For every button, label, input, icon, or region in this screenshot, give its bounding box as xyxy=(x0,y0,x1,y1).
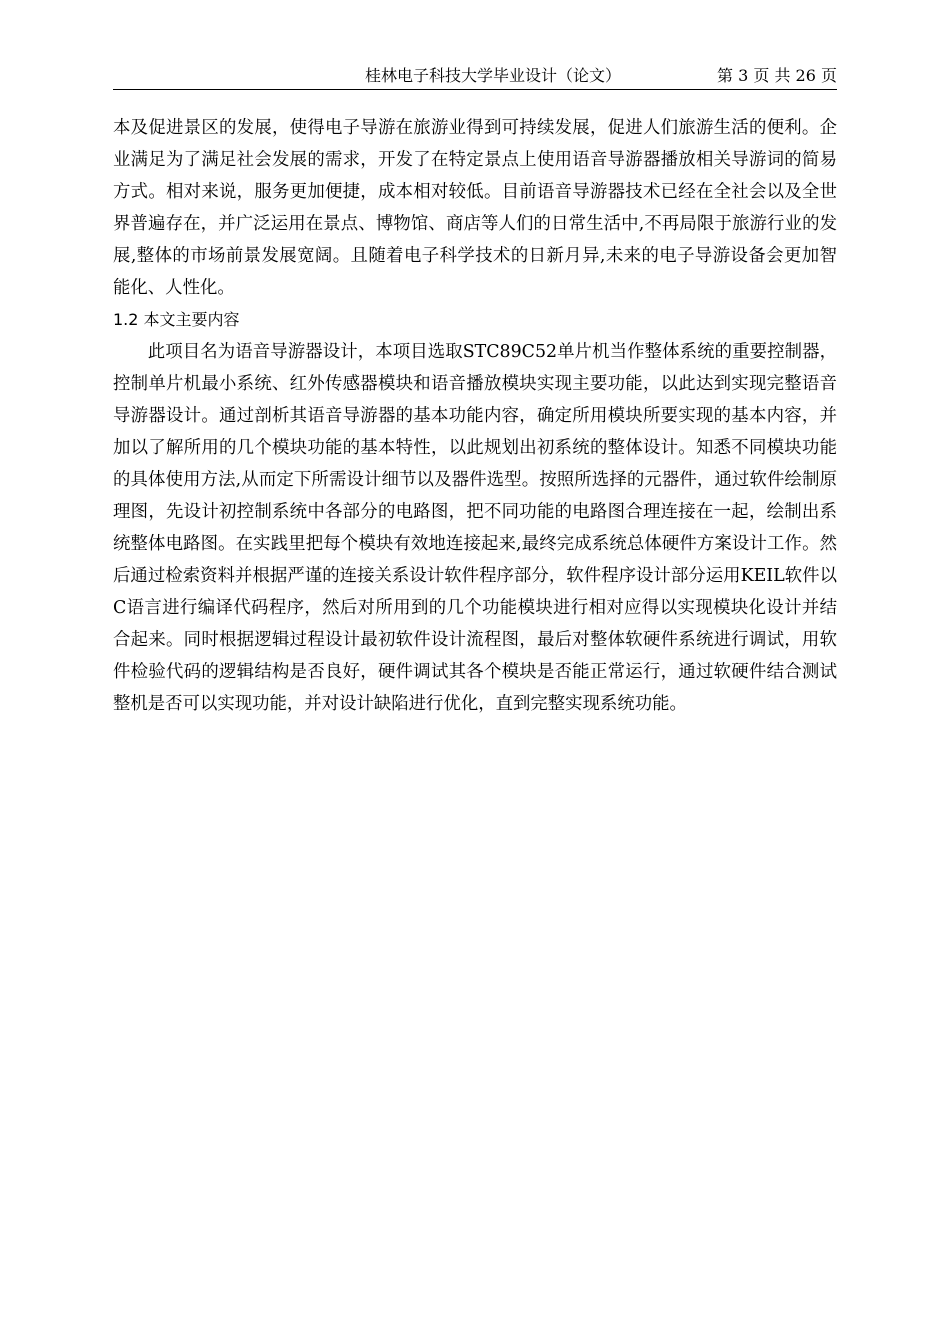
section-heading: 1.2 本文主要内容 xyxy=(113,310,240,329)
paragraph-intro-continued: 本及促进景区的发展，使得电子导游在旅游业得到可持续发展，促进人们旅游生活的便利。企业满足为了满足社会发展的需求，开发了在特定景点上使用语音导游器播放相关导游词的简易方式。相对来说，服务更加便捷，成本相对较低。目前语音导游器技术已经在全社会以及全世界普遍存在，并广泛运用在景点、博物馆、商店等人们的日常生活中,不再局限于旅游行业的发展,整体的市场前景发展宽阔。且随着电子科学技术的日新月异,未来的电子导游设备会更加智能化、人性化。 xyxy=(113,118,837,298)
page-header xyxy=(113,63,837,90)
header-page-number: 第 3 页 共 26 页 xyxy=(717,66,837,85)
header-title: 桂林电子科技大学毕业设计（论文） xyxy=(365,66,622,85)
main-content xyxy=(113,112,837,720)
paragraph-main-content: 此项目名为语音导游器设计，本项目选取STC89C52单片机当作整体系统的重要控制器，控制单片机最小系统、红外传感器模块和语音播放模块实现主要功能，以此达到实现完整语音导游器设计。通过剖析其语音导游器的基本功能内容，确定所用模块所要实现的基本内容，并加以了解所用的几个模块功能的基本特性，以此规划出初系统的整体设计。知悉不同模块功能的具体使用方法,从而定下所需设计细节以及器件选型。按照所选择的元器件，通过软件绘制原理图，先设计初控制系统中各部分的电路图，把不同功能的电路图合理连接在一起，绘制出系统整体电路图。在实践里把每个模块有效地连接起来,最终完成系统总体硬件方案设计工作。然后通过检索资料并根据严谨的连接关系设计软件程序部分，软件程序设计部分运用KEIL软件以C语言进行编译代码程序，然后对所用到的几个功能模块进行相对应得以实现模块化设计并结合起来。同时根据逻辑过程设计最初软件设计流程图，最后对整体软硬件系统进行调试，用软件检验代码的逻辑结构是否良好，硬件调试其各个模块是否能正常运行，通过软硬件结合测试整机是否可以实现功能，并对设计缺陷进行优化，直到完整实现系统功能。 xyxy=(113,342,837,714)
